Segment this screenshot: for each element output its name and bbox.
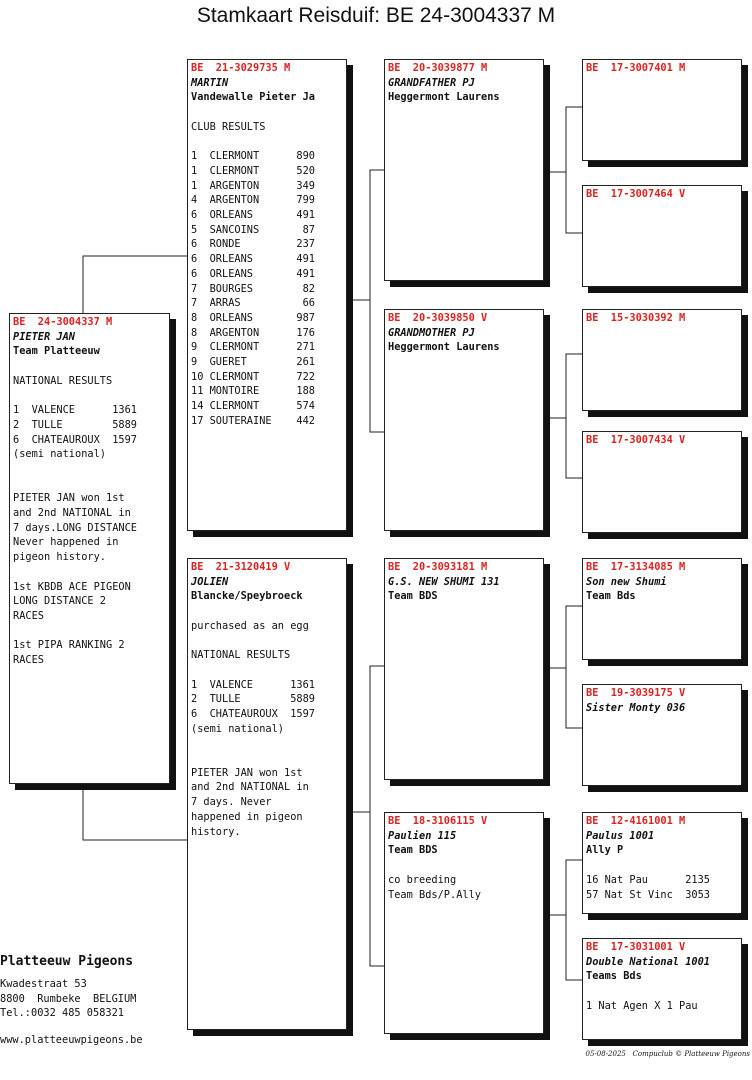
card-line: 6 CHATEAUROUX 1597 xyxy=(191,707,315,720)
card-line: 9 GUERET 261 xyxy=(191,356,315,369)
address-phone: Tel.:0032 485 058321 xyxy=(0,1007,124,1020)
ring-number: BE 17-3007401 M xyxy=(586,62,686,74)
address-city: 8800 Rumbeke BELGIUM xyxy=(0,992,137,1005)
card-line xyxy=(388,858,540,873)
card-line xyxy=(13,359,166,374)
card-line xyxy=(13,477,166,492)
owner-name: Teams Bds xyxy=(586,970,642,983)
owner-name: Team BDS xyxy=(388,844,438,857)
pigeon-name: Sister Monty 036 xyxy=(586,701,686,714)
card-line: 1st PIPA RANKING 2 xyxy=(13,639,125,652)
page-title: Stamkaart Reisduif: BE 24-3004337 M xyxy=(196,4,556,27)
card-line: 1 VALENCE 1361 xyxy=(191,678,315,691)
card-line: 1 VALENCE 1361 xyxy=(13,404,137,417)
dam-dam-card xyxy=(384,812,544,1034)
card-line: 1 ARGENTON 349 xyxy=(191,179,315,192)
dam-sire-card xyxy=(384,558,544,780)
card-line xyxy=(586,858,738,873)
card-line xyxy=(13,624,166,639)
card-line xyxy=(13,565,166,580)
card-line xyxy=(191,751,343,766)
owner-name: Team Platteeuw xyxy=(13,345,100,358)
pigeon-name: JOLIEN xyxy=(191,575,229,588)
card-line xyxy=(586,984,738,999)
dam-card xyxy=(187,558,347,1030)
owner-name: Team Bds xyxy=(586,590,636,603)
address-street: Kwadestraat 53 xyxy=(0,978,87,990)
ring-number: BE 21-3029735 M xyxy=(191,62,291,74)
owner-name: Heggermont Laurens xyxy=(388,341,500,354)
pigeon-name: Double National 1001 xyxy=(586,955,710,968)
ss-sire-card xyxy=(582,59,742,161)
pigeon-name: G.S. NEW SHUMI 131 xyxy=(388,575,500,588)
pigeon-name: PIETER JAN xyxy=(13,330,75,343)
pigeon-name: Paulien 115 xyxy=(388,829,457,842)
pigeon-name: Son new Shumi xyxy=(586,575,667,588)
card-line: RACES xyxy=(13,609,44,622)
owner-name: Ally P xyxy=(586,844,624,857)
dd-dam-card xyxy=(582,938,742,1040)
pigeon-name: GRANDFATHER PJ xyxy=(388,76,475,89)
card-line: (semi national) xyxy=(191,722,284,735)
card-line: purchased as an egg xyxy=(191,619,309,632)
card-line: 14 CLERMONT 574 xyxy=(191,400,315,413)
card-line: Team Bds/P.Ally xyxy=(388,888,481,901)
ring-number: BE 17-3134085 M xyxy=(586,561,686,573)
owner-name: Vandewalle Pieter Ja xyxy=(191,91,315,104)
pigeon-name: GRANDMOTHER PJ xyxy=(388,326,475,339)
ring-number: BE 17-3031001 V xyxy=(586,941,686,953)
sire-dam-card xyxy=(384,309,544,531)
card-line: and 2nd NATIONAL in xyxy=(191,781,309,794)
card-line: 57 Nat St Vinc 3053 xyxy=(586,888,710,901)
ring-number: BE 21-3120419 V xyxy=(191,561,291,573)
card-line xyxy=(191,604,343,619)
ring-number: BE 20-3039877 M xyxy=(388,62,488,74)
ds-sire-card xyxy=(582,558,742,660)
card-line: LONG DISTANCE 2 xyxy=(13,595,106,608)
ring-number: BE 20-3039850 V xyxy=(388,312,488,324)
card-line: 11 MONTOIRE 188 xyxy=(191,385,315,398)
owner-name: Blancke/Speybroeck xyxy=(191,590,303,603)
owner-name: Team BDS xyxy=(388,590,438,603)
card-line: RACES xyxy=(13,654,44,667)
card-line: 6 RONDE 237 xyxy=(191,238,315,251)
card-line: 2 TULLE 5889 xyxy=(191,693,315,706)
card-line: 9 CLERMONT 271 xyxy=(191,341,315,354)
card-line: NATIONAL RESULTS xyxy=(13,374,113,387)
ds-dam-card xyxy=(582,684,742,786)
ring-number: BE 15-3030392 M xyxy=(586,312,686,324)
card-line: history. xyxy=(191,825,241,838)
card-line: NATIONAL RESULTS xyxy=(191,649,291,662)
card-line xyxy=(191,736,343,751)
card-line: 6 ORLEANS 491 xyxy=(191,209,315,221)
print-stamp: 05-08-2025 Compuclub © Platteeuw Pigeons xyxy=(585,1050,750,1058)
card-line: 6 CHATEAUROUX 1597 xyxy=(13,433,137,446)
card-line xyxy=(13,462,166,477)
card-line: 4 ARGENTON 799 xyxy=(191,194,315,207)
card-line: happened in pigeon xyxy=(191,810,303,823)
pigeon-name: MARTIN xyxy=(191,76,229,89)
ring-number: BE 17-3007434 V xyxy=(586,434,686,446)
card-line: CLUB RESULTS xyxy=(191,120,266,133)
sire-card xyxy=(187,59,347,531)
card-line: 8 ARGENTON 176 xyxy=(191,326,315,339)
card-line xyxy=(191,663,343,678)
ring-number: BE 12-4161001 M xyxy=(586,815,686,827)
pigeon-name: Paulus 1001 xyxy=(586,829,655,842)
card-line: 1st KBDB ACE PIGEON xyxy=(13,580,131,593)
breeder-address xyxy=(0,977,136,1021)
ring-number: BE 20-3093181 M xyxy=(388,561,488,573)
card-line: 10 CLERMONT 722 xyxy=(191,370,315,383)
card-line: 5 SANCOINS 87 xyxy=(191,223,315,236)
card-line: 1 CLERMONT 520 xyxy=(191,164,315,177)
ring-number: BE 18-3106115 V xyxy=(388,815,488,827)
sd-dam-card xyxy=(582,431,742,533)
dd-sire-card xyxy=(582,812,742,914)
card-line: PIETER JAN won 1st xyxy=(13,492,125,505)
card-line xyxy=(13,389,166,404)
card-line: (semi national) xyxy=(13,448,106,461)
card-line: PIETER JAN won 1st xyxy=(191,766,303,779)
card-line: 8 ORLEANS 987 xyxy=(191,311,315,324)
ring-number: BE 19-3039175 V xyxy=(586,687,686,699)
website-link[interactable]: www.platteeuwpigeons.be xyxy=(0,1034,143,1046)
card-line: 6 ORLEANS 491 xyxy=(191,267,315,280)
card-line: co breeding xyxy=(388,873,457,886)
card-line: 7 ARRAS 66 xyxy=(191,297,315,310)
card-line xyxy=(191,105,343,120)
card-line: 1 Nat Agen X 1 Pau xyxy=(586,999,698,1012)
card-line: 7 BOURGES 82 xyxy=(191,282,315,295)
card-line: 17 SOUTERAINE 442 xyxy=(191,414,315,427)
owner-name: Heggermont Laurens xyxy=(388,91,500,104)
card-line: Never happened in xyxy=(13,536,119,549)
card-line: 7 days.LONG DISTANCE xyxy=(13,521,137,534)
card-line: 2 TULLE 5889 xyxy=(13,418,137,431)
card-line: 1 CLERMONT 890 xyxy=(191,150,315,163)
ring-number: BE 24-3004337 M xyxy=(13,316,113,328)
breeder-name: Platteeuw Pigeons xyxy=(0,954,134,969)
subject-pigeon-card xyxy=(9,313,170,784)
card-line: 16 Nat Pau 2135 xyxy=(586,873,710,886)
card-line xyxy=(191,634,343,649)
card-line: and 2nd NATIONAL in xyxy=(13,507,131,520)
card-line: 6 ORLEANS 491 xyxy=(191,253,315,266)
sd-sire-card xyxy=(582,309,742,411)
card-line: pigeon history. xyxy=(13,551,106,564)
card-line: 7 days. Never xyxy=(191,796,272,809)
ss-dam-card xyxy=(582,185,742,287)
ring-number: BE 17-3007464 V xyxy=(586,188,686,200)
sire-sire-card xyxy=(384,59,544,281)
card-line xyxy=(191,135,343,150)
